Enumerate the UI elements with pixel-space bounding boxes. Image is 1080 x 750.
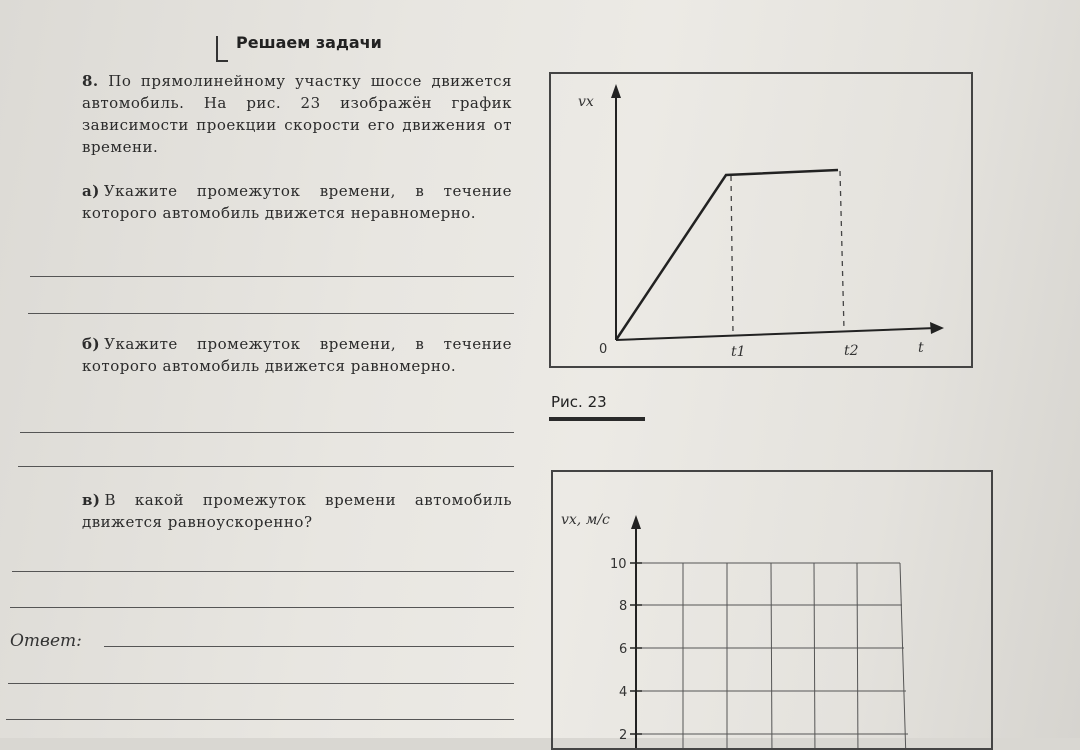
x-axis-label: t — [918, 340, 924, 356]
part-b-text: Укажите промежуток времени, в течение которого автомобиль движется равномерно. — [82, 335, 512, 375]
task-number: 8. — [82, 72, 99, 90]
y-axis-label: vx — [578, 94, 594, 110]
figure-caption: Рис. 23 — [551, 393, 607, 411]
task-statement-text: По прямолинейному участку шоссе движется автомобиль. На рис. 23 изображён график зависимости проекции скорости его движения от времени. — [82, 72, 512, 156]
y-axis-arrow — [611, 84, 621, 98]
t1-label: t1 — [731, 344, 746, 360]
tick-label-6: 6 — [619, 642, 628, 657]
tick-label-4: 4 — [619, 685, 628, 700]
tick-label-2: 2 — [619, 728, 628, 743]
section-title: Решаем задачи — [236, 33, 382, 52]
tick-label-8: 8 — [619, 599, 628, 614]
part-b-label: б) — [82, 335, 101, 353]
x-axis — [616, 328, 936, 340]
x-axis-arrow — [930, 322, 944, 334]
tick-label-10: 10 — [610, 557, 627, 572]
grid-chart-frame — [551, 470, 993, 750]
part-a-label: а) — [82, 182, 100, 200]
grid-y-axis-label: vx, м/с — [561, 512, 610, 528]
t2-dashed-line — [840, 171, 844, 330]
figure-caption-underline — [549, 417, 645, 421]
part-a-text: Укажите промежуток времени, в течение которого автомобиль движется неравномерно. — [82, 182, 512, 222]
t1-dashed-line — [731, 176, 733, 334]
velocity-line — [616, 170, 838, 340]
answer-label: Ответ: — [10, 631, 82, 651]
part-c-label: в) — [82, 491, 101, 509]
part-c-text: В какой промежуток времени автомобиль движется равноускоренно? — [82, 491, 512, 531]
t2-label: t2 — [844, 343, 859, 359]
origin-label: 0 — [599, 342, 608, 357]
